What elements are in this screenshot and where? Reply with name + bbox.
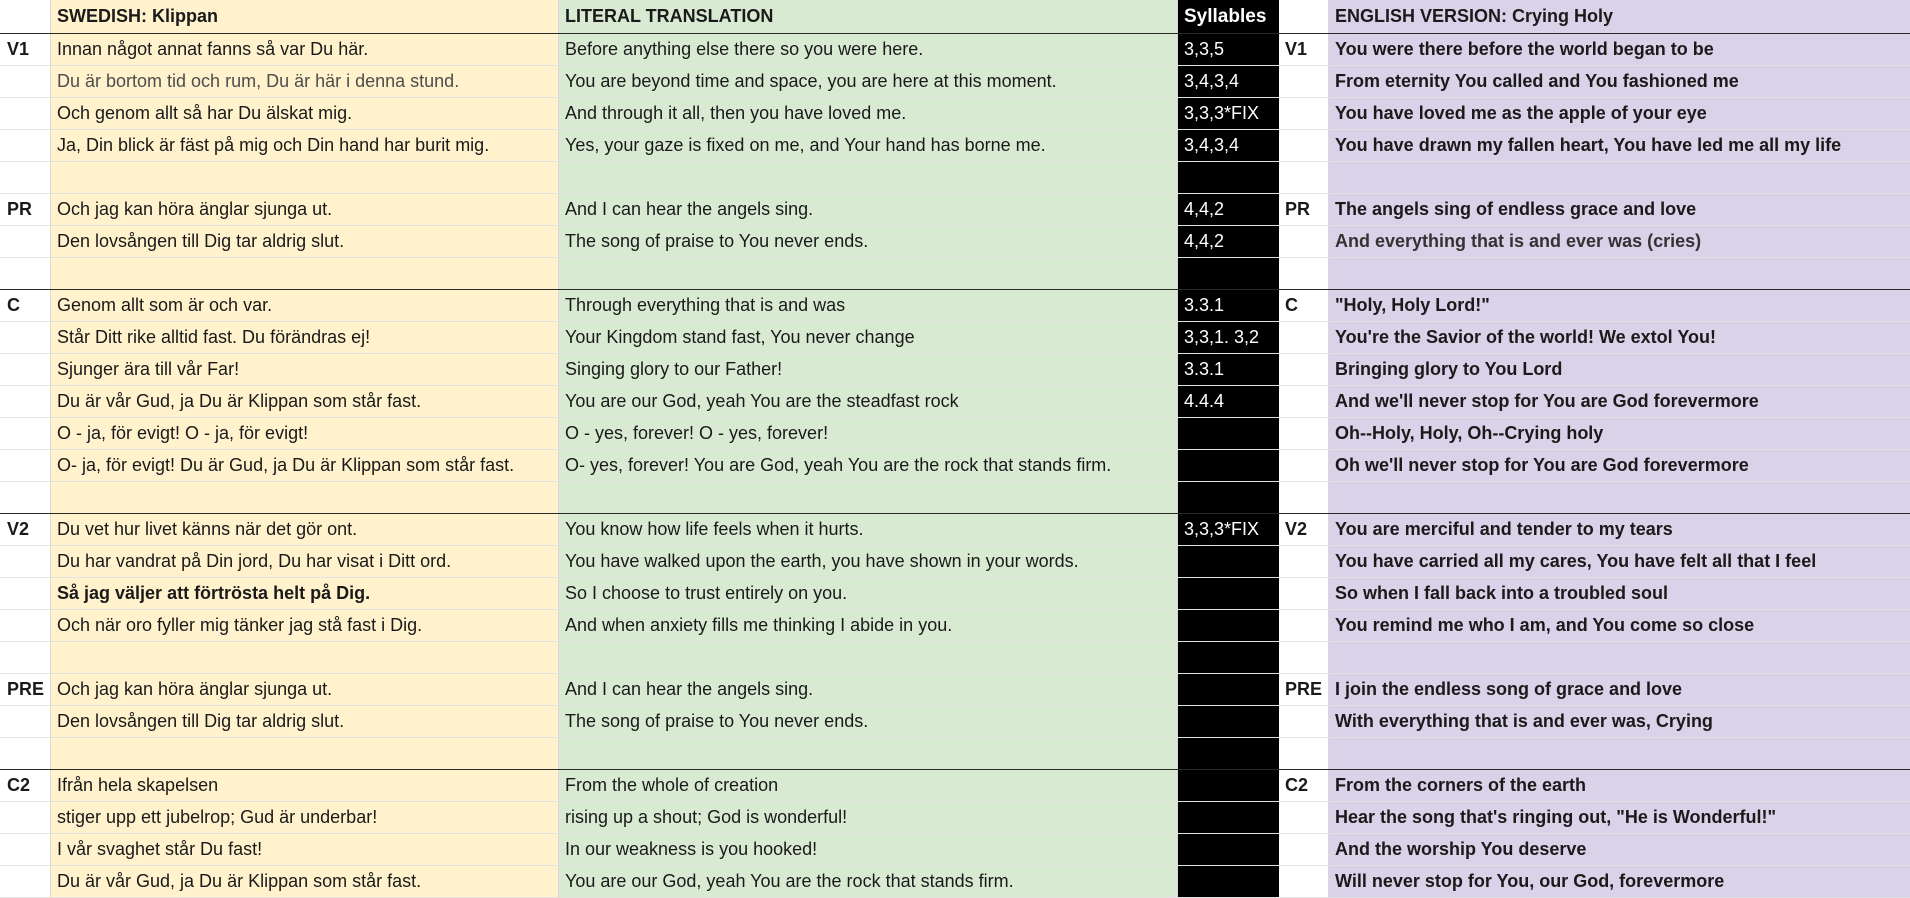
- section-label-cell[interactable]: V2: [0, 514, 51, 545]
- swedish-lyric-cell[interactable]: Den lovsången till Dig tar aldrig slut.: [51, 706, 559, 737]
- english-lyric-cell[interactable]: [1329, 738, 1910, 769]
- english-section-label-cell[interactable]: [1279, 866, 1329, 897]
- english-section-label-cell[interactable]: V1: [1279, 34, 1329, 65]
- literal-translation-cell[interactable]: And I can hear the angels sing.: [559, 194, 1178, 225]
- swedish-lyric-cell[interactable]: Och jag kan höra änglar sjunga ut.: [51, 674, 559, 705]
- syllables-cell[interactable]: [1178, 738, 1279, 769]
- literal-translation-cell[interactable]: And through it all, then you have loved me.: [559, 98, 1178, 129]
- english-section-label-cell[interactable]: [1279, 706, 1329, 737]
- section-label-cell[interactable]: [0, 130, 51, 161]
- swedish-lyric-cell[interactable]: [51, 162, 559, 193]
- english-lyric-cell[interactable]: You're the Savior of the world! We extol You!: [1329, 322, 1910, 353]
- swedish-lyric-cell[interactable]: Du är vår Gud, ja Du är Klippan som står fast.: [51, 386, 559, 417]
- english-lyric-cell[interactable]: With everything that is and ever was, Crying: [1329, 706, 1910, 737]
- swedish-lyric-cell[interactable]: Sjunger ära till vår Far!: [51, 354, 559, 385]
- table-row: [0, 226, 1910, 258]
- literal-translation-cell[interactable]: From the whole of creation: [559, 770, 1178, 801]
- section-label-cell[interactable]: [0, 226, 51, 257]
- syllables-cell[interactable]: 4.4.4: [1178, 386, 1279, 417]
- table-row: [0, 450, 1910, 482]
- table-row: [0, 706, 1910, 738]
- syllables-cell[interactable]: [1178, 578, 1279, 609]
- syllables-cell[interactable]: 3.3.1: [1178, 290, 1279, 321]
- section-label-cell[interactable]: [0, 642, 51, 673]
- syllables-cell[interactable]: 4,4,2: [1178, 194, 1279, 225]
- table-row: [0, 322, 1910, 354]
- english-section-label-cell[interactable]: [1279, 162, 1329, 193]
- english-lyric-cell[interactable]: "Holy, Holy Lord!": [1329, 290, 1910, 321]
- literal-translation-cell[interactable]: Before anything else there so you were here.: [559, 34, 1178, 65]
- swedish-lyric-cell[interactable]: Du har vandrat på Din jord, Du har visat i Ditt ord.: [51, 546, 559, 577]
- table-row: [0, 258, 1910, 290]
- english-lyric-cell[interactable]: Bringing glory to You Lord: [1329, 354, 1910, 385]
- literal-translation-cell[interactable]: And I can hear the angels sing.: [559, 674, 1178, 705]
- table-row: [0, 866, 1910, 898]
- section-label-cell[interactable]: [0, 578, 51, 609]
- syllables-cell[interactable]: 3.3.1: [1178, 354, 1279, 385]
- section-label-cell[interactable]: C: [0, 290, 51, 321]
- english-section-label-cell[interactable]: PRE: [1279, 674, 1329, 705]
- literal-translation-cell[interactable]: rising up a shout; God is wonderful!: [559, 802, 1178, 833]
- literal-translation-cell[interactable]: O - yes, forever! O - yes, forever!: [559, 418, 1178, 449]
- section-label-cell[interactable]: [0, 258, 51, 289]
- swedish-lyric-cell[interactable]: Står Ditt rike alltid fast. Du förändras ej!: [51, 322, 559, 353]
- syllables-cell[interactable]: [1178, 450, 1279, 481]
- english-section-label-cell[interactable]: [1279, 418, 1329, 449]
- english-section-label-cell[interactable]: [1279, 546, 1329, 577]
- table-row: [0, 418, 1910, 450]
- syllables-cell[interactable]: [1178, 866, 1279, 897]
- english-section-label-cell[interactable]: [1279, 642, 1329, 673]
- literal-translation-cell[interactable]: O- yes, forever! You are God, yeah You are the rock that stands firm.: [559, 450, 1178, 481]
- literal-translation-cell[interactable]: Yes, your gaze is fixed on me, and Your hand has borne me.: [559, 130, 1178, 161]
- table-row: [0, 578, 1910, 610]
- section-label-cell[interactable]: [0, 450, 51, 481]
- swedish-lyric-cell[interactable]: O - ja, för evigt! O - ja, för evigt!: [51, 418, 559, 449]
- literal-translation-cell[interactable]: [559, 738, 1178, 769]
- swedish-lyric-cell[interactable]: Och jag kan höra änglar sjunga ut.: [51, 194, 559, 225]
- swedish-lyric-cell[interactable]: [51, 482, 559, 513]
- english-lyric-cell[interactable]: You were there before the world began to be: [1329, 34, 1910, 65]
- section-label-cell[interactable]: [0, 610, 51, 641]
- literal-translation-cell[interactable]: You are beyond time and space, you are here at this moment.: [559, 66, 1178, 97]
- english-lyric-cell[interactable]: [1329, 482, 1910, 513]
- table-row: [0, 834, 1910, 866]
- syllables-cell[interactable]: 4,4,2: [1178, 226, 1279, 257]
- english-lyric-cell[interactable]: [1329, 642, 1910, 673]
- header-english-cell[interactable]: ENGLISH VERSION: Crying Holy: [1329, 0, 1910, 33]
- table-row: [0, 674, 1910, 706]
- english-section-label-cell[interactable]: [1279, 450, 1329, 481]
- table-row: [0, 66, 1910, 98]
- literal-translation-cell[interactable]: So I choose to trust entirely on you.: [559, 578, 1178, 609]
- syllables-cell[interactable]: [1178, 546, 1279, 577]
- table-row: [0, 98, 1910, 130]
- english-section-label-cell[interactable]: [1279, 322, 1329, 353]
- syllables-cell[interactable]: 3,3,3*FIX: [1178, 98, 1279, 129]
- table-row: [0, 162, 1910, 194]
- english-lyric-cell[interactable]: Oh we'll never stop for You are God forevermore: [1329, 450, 1910, 481]
- section-label-cell[interactable]: [0, 546, 51, 577]
- header-swedish-cell[interactable]: SWEDISH: Klippan: [51, 0, 559, 33]
- swedish-lyric-cell[interactable]: Och när oro fyller mig tänker jag stå fast i Dig.: [51, 610, 559, 641]
- table-row: [0, 354, 1910, 386]
- english-lyric-cell[interactable]: So when I fall back into a troubled soul: [1329, 578, 1910, 609]
- english-lyric-cell[interactable]: You have drawn my fallen heart, You have led me all my life: [1329, 130, 1910, 161]
- header-literal-cell[interactable]: LITERAL TRANSLATION: [559, 0, 1178, 33]
- section-label-cell[interactable]: C2: [0, 770, 51, 801]
- syllables-cell[interactable]: [1178, 162, 1279, 193]
- swedish-lyric-cell[interactable]: Genom allt som är och var.: [51, 290, 559, 321]
- english-lyric-cell[interactable]: [1329, 258, 1910, 289]
- section-label-cell[interactable]: [0, 98, 51, 129]
- english-section-label-cell[interactable]: C2: [1279, 770, 1329, 801]
- english-lyric-cell[interactable]: Hear the song that's ringing out, "He is Wonderful!": [1329, 802, 1910, 833]
- literal-translation-cell[interactable]: The song of praise to You never ends.: [559, 226, 1178, 257]
- table-row: [0, 194, 1910, 226]
- section-label-cell[interactable]: [0, 418, 51, 449]
- syllables-cell[interactable]: 3,3,1. 3,2: [1178, 322, 1279, 353]
- table-row: [0, 802, 1910, 834]
- table-row: [0, 642, 1910, 674]
- english-section-label-cell[interactable]: [1279, 482, 1329, 513]
- english-lyric-cell[interactable]: I join the endless song of grace and love: [1329, 674, 1910, 705]
- english-section-label-cell[interactable]: [1279, 98, 1329, 129]
- english-lyric-cell[interactable]: From eternity You called and You fashioned me: [1329, 66, 1910, 97]
- table-row: [0, 34, 1910, 66]
- literal-translation-cell[interactable]: You are our God, yeah You are the steadfast rock: [559, 386, 1178, 417]
- table-row: [0, 514, 1910, 546]
- english-section-label-cell[interactable]: [1279, 66, 1329, 97]
- swedish-lyric-cell[interactable]: Du vet hur livet känns när det gör ont.: [51, 514, 559, 545]
- table-row: [0, 610, 1910, 642]
- english-section-label-cell[interactable]: [1279, 130, 1329, 161]
- table-row: [0, 738, 1910, 770]
- english-section-label-cell[interactable]: PR: [1279, 194, 1329, 225]
- section-label-cell[interactable]: [0, 322, 51, 353]
- swedish-lyric-cell[interactable]: Innan något annat fanns så var Du här.: [51, 34, 559, 65]
- syllables-cell[interactable]: [1178, 610, 1279, 641]
- section-label-cell[interactable]: PR: [0, 194, 51, 225]
- swedish-lyric-cell[interactable]: Så jag väljer att förtrösta helt på Dig.: [51, 578, 559, 609]
- english-lyric-cell[interactable]: Oh--Holy, Holy, Oh--Crying holy: [1329, 418, 1910, 449]
- header-section-en-cell[interactable]: [1279, 0, 1329, 33]
- syllables-cell[interactable]: [1178, 482, 1279, 513]
- literal-translation-cell[interactable]: Your Kingdom stand fast, You never change: [559, 322, 1178, 353]
- literal-translation-cell[interactable]: The song of praise to You never ends.: [559, 706, 1178, 737]
- literal-translation-cell[interactable]: [559, 258, 1178, 289]
- syllables-cell[interactable]: [1178, 706, 1279, 737]
- english-lyric-cell[interactable]: [1329, 162, 1910, 193]
- english-section-label-cell[interactable]: [1279, 258, 1329, 289]
- header-row: [0, 0, 1910, 34]
- section-label-cell[interactable]: PRE: [0, 674, 51, 705]
- english-section-label-cell[interactable]: [1279, 354, 1329, 385]
- swedish-lyric-cell[interactable]: Du är bortom tid och rum, Du är här i denna stund.: [51, 66, 559, 97]
- literal-translation-cell[interactable]: You are our God, yeah You are the rock that stands firm.: [559, 866, 1178, 897]
- table-row: [0, 130, 1910, 162]
- section-label-cell[interactable]: V1: [0, 34, 51, 65]
- literal-translation-cell[interactable]: Through everything that is and was: [559, 290, 1178, 321]
- literal-translation-cell[interactable]: In our weakness is you hooked!: [559, 834, 1178, 865]
- english-lyric-cell[interactable]: From the corners of the earth: [1329, 770, 1910, 801]
- literal-translation-cell[interactable]: [559, 482, 1178, 513]
- syllables-cell[interactable]: [1178, 802, 1279, 833]
- section-label-cell[interactable]: [0, 66, 51, 97]
- swedish-lyric-cell[interactable]: Du är vår Gud, ja Du är Klippan som står fast.: [51, 866, 559, 897]
- section-label-cell[interactable]: [0, 834, 51, 865]
- syllables-cell[interactable]: [1178, 834, 1279, 865]
- swedish-lyric-cell[interactable]: stiger upp ett jubelrop; Gud är underbar!: [51, 802, 559, 833]
- header-section-cell[interactable]: [0, 0, 51, 33]
- syllables-cell[interactable]: [1178, 770, 1279, 801]
- syllables-cell[interactable]: [1178, 258, 1279, 289]
- english-lyric-cell[interactable]: You are merciful and tender to my tears: [1329, 514, 1910, 545]
- section-label-cell[interactable]: [0, 482, 51, 513]
- section-label-cell[interactable]: [0, 386, 51, 417]
- syllables-cell[interactable]: 3,4,3,4: [1178, 66, 1279, 97]
- literal-translation-cell[interactable]: [559, 162, 1178, 193]
- syllables-cell[interactable]: 3,3,5: [1178, 34, 1279, 65]
- english-section-label-cell[interactable]: [1279, 226, 1329, 257]
- section-label-cell[interactable]: [0, 706, 51, 737]
- english-lyric-cell[interactable]: You remind me who I am, and You come so close: [1329, 610, 1910, 641]
- literal-translation-cell[interactable]: [559, 642, 1178, 673]
- table-row: [0, 482, 1910, 514]
- swedish-lyric-cell[interactable]: I vår svaghet står Du fast!: [51, 834, 559, 865]
- swedish-lyric-cell[interactable]: [51, 738, 559, 769]
- english-lyric-cell[interactable]: And we'll never stop for You are God forevermore: [1329, 386, 1910, 417]
- section-label-cell[interactable]: [0, 866, 51, 897]
- english-section-label-cell[interactable]: [1279, 802, 1329, 833]
- syllables-cell[interactable]: 3,4,3,4: [1178, 130, 1279, 161]
- syllables-cell[interactable]: [1178, 642, 1279, 673]
- section-label-cell[interactable]: [0, 738, 51, 769]
- swedish-lyric-cell[interactable]: [51, 258, 559, 289]
- swedish-lyric-cell[interactable]: O- ja, för evigt! Du är Gud, ja Du är Klippan som står fast.: [51, 450, 559, 481]
- swedish-lyric-cell[interactable]: [51, 642, 559, 673]
- table-row: [0, 386, 1910, 418]
- section-label-cell[interactable]: [0, 802, 51, 833]
- english-section-label-cell[interactable]: [1279, 738, 1329, 769]
- header-syllables-cell[interactable]: Syllables: [1178, 0, 1279, 33]
- swedish-lyric-cell[interactable]: Och genom allt så har Du älskat mig.: [51, 98, 559, 129]
- syllables-cell[interactable]: [1178, 674, 1279, 705]
- english-section-label-cell[interactable]: [1279, 386, 1329, 417]
- english-lyric-cell[interactable]: Will never stop for You, our God, forevermore: [1329, 866, 1910, 897]
- english-lyric-cell[interactable]: The angels sing of endless grace and love: [1329, 194, 1910, 225]
- english-lyric-cell[interactable]: And everything that is and ever was (cries): [1329, 226, 1910, 257]
- swedish-lyric-cell[interactable]: Ifrån hela skapelsen: [51, 770, 559, 801]
- literal-translation-cell[interactable]: You have walked upon the earth, you have shown in your words.: [559, 546, 1178, 577]
- syllables-cell[interactable]: 3,3,3*FIX: [1178, 514, 1279, 545]
- table-row: [0, 290, 1910, 322]
- english-lyric-cell[interactable]: You have loved me as the apple of your eye: [1329, 98, 1910, 129]
- section-label-cell[interactable]: [0, 162, 51, 193]
- english-section-label-cell[interactable]: C: [1279, 290, 1329, 321]
- section-label-cell[interactable]: [0, 354, 51, 385]
- swedish-lyric-cell[interactable]: Ja, Din blick är fäst på mig och Din hand har burit mig.: [51, 130, 559, 161]
- literal-translation-cell[interactable]: Singing glory to our Father!: [559, 354, 1178, 385]
- english-lyric-cell[interactable]: You have carried all my cares, You have felt all that I feel: [1329, 546, 1910, 577]
- literal-translation-cell[interactable]: You know how life feels when it hurts.: [559, 514, 1178, 545]
- english-lyric-cell[interactable]: And the worship You deserve: [1329, 834, 1910, 865]
- table-row: [0, 546, 1910, 578]
- english-section-label-cell[interactable]: V2: [1279, 514, 1329, 545]
- literal-translation-cell[interactable]: And when anxiety fills me thinking I abide in you.: [559, 610, 1178, 641]
- english-section-label-cell[interactable]: [1279, 834, 1329, 865]
- swedish-lyric-cell[interactable]: Den lovsången till Dig tar aldrig slut.: [51, 226, 559, 257]
- table-row: [0, 770, 1910, 802]
- english-section-label-cell[interactable]: [1279, 610, 1329, 641]
- syllables-cell[interactable]: [1178, 418, 1279, 449]
- english-section-label-cell[interactable]: [1279, 578, 1329, 609]
